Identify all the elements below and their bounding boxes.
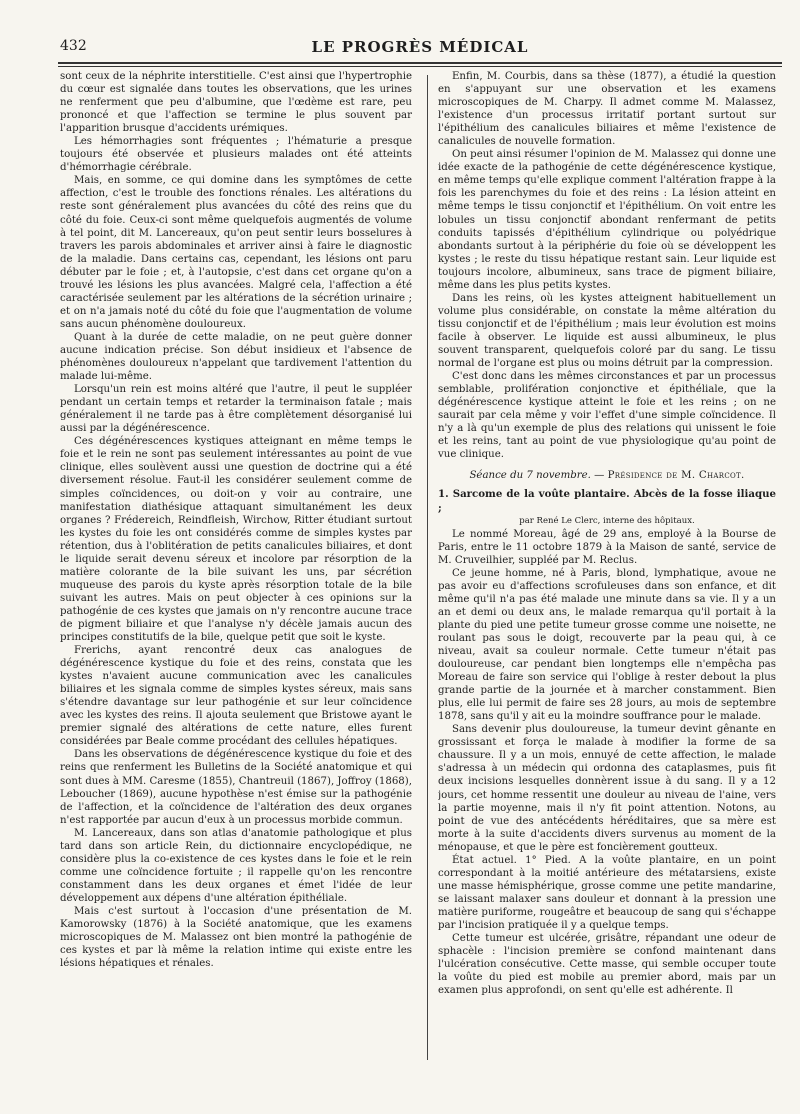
paragraph: Mais c'est surtout à l'occasion d'une présentation de M. Kamorowsky (1876) à la Société anatomique, que les examens microscopiques de M. Malassez ont bien montré la pathogénie de ces kystes et par là même la relation intime qui existe entre les lésions hépatiques et rénales.: [60, 906, 412, 970]
right-column: [438, 70, 776, 1100]
article-body: [438, 528, 776, 998]
paragraph: Cette tumeur est ulcérée, grisâtre, répandant une odeur de sphacèle : l'incision première se confond maintenant dans l'ulcération consécutive. Cette masse, qui semble occuper toute la voûte du pied est mobile au premier abord, mais par un examen plus approfondi, on sent qu'elle est adhérente. Il: [438, 933, 776, 997]
paragraph: Lorsqu'un rein est moins altéré que l'autre, il peut le suppléer pendant un certain temps et retarder la terminaison fatale ; mais généralement il ne tarde pas à être complètement désorganisé lui aussi par la dégénérescence.: [60, 384, 412, 435]
seance-presidence: Présidence de M. Charcot.: [607, 470, 745, 482]
paragraph: État actuel. 1° Pied. A la voûte plantaire, en un point correspondant à la moitié antérieure des métatarsiens, existe une masse hémisphérique, grosse comme une petite mandarine, se laissant malaxer sans douleur et donnant à la pression une matière puriforme, rougeâtre et beaucoup de sang qui s'échappe par l'incision pratiquée il y a quelque temps.: [438, 854, 776, 931]
paragraph: Enfin, M. Courbis, dans sa thèse (1877), a étudié la question en s'appuyant sur une observation et les examens microscopiques de M. Charpy. Il admet comme M. Malassez, l'existence d'un processus irritatif portant surtout sur l'épithélium des canalicules biliaires et même l'existence de canalicules de nouvelle formation.: [438, 71, 776, 148]
paragraph: Sans devenir plus douloureuse, la tumeur devint gênante en grossissant et força le malade à modifier la forme de sa chaussure. Il y a un mois, ennuyé de cette affection, le malade s'adressa à un médecin qui ordonna des cataplasmes, puis fit deux incisions lesquelles donnèrent issue à du sang. Il y a 12 jours, cet homme ressentit une douleur au niveau de l'aine, vers la partie moyenne, mais il n'y fit point attention. Notons, au point de vue des antécédents héréditaires, que sa mère est morte à la suite d'accidents divers survenus au moment de la ménopause, et que le père est foncièrement goutteux.: [438, 724, 776, 853]
seance-date: Séance du 7 novembre.: [469, 470, 591, 482]
seance-dash: —: [590, 470, 608, 482]
paragraph: C'est donc dans les mêmes circonstances et par un processus semblable, prolifération conjonctive et épithéliale, que la dégénérescence kystique atteint le foie et les reins ; on ne saurait par cela même y voir l'effet d'une simple coïncidence. Il n'y a là qu'un exemple de plus des relations qui unissent le foie et les reins, tant au point de vue physiologique qu'au point de vue clinique.: [438, 371, 776, 461]
paragraph: Mais, en somme, ce qui domine dans les symptômes de cette affection, c'est le trouble des fonctions rénales. Les altérations du reste sont généralement plus avancées du côté des reins que du côté du foie. Ceux-ci sont même quelquefois augmentés de volume à tel point, dit M. Lancereaux, qu'on peut sentir leurs bosselures à travers les parois abdominales et arriver ainsi à faire le diagnostic de la maladie. Dans certains cas, cependant, les lésions ont paru débuter par le foie ; et, à l'autopsie, c'est dans cet organe qu'on a trouvé les lésions les plus avancées. Malgré cela, l'affection a été caractérisée seulement par les altérations de la sécrétion urinaire ; et on n'a jamais noté du côté du foie que l'augmentation de volume sans aucun phénomène douloureux.: [60, 175, 412, 330]
seance-heading: [438, 469, 776, 482]
right-column-body: [438, 70, 776, 461]
paragraph: Les hémorrhagies sont fréquentes ; l'hématurie a presque toujours été observée et plusieurs malades ont été atteints d'hémorrhagie cérébrale.: [60, 136, 412, 174]
page-header: [60, 34, 780, 60]
paragraph: Frerichs, ayant rencontré deux cas analogues de dégénérescence kystique du foie et des reins, constata que les kystes n'avaient aucune communication avec les canalicules biliaires et les signala comme de simples kystes séreux, mais sans s'étendre davantage sur leur pathogénie et sur leur coïncidence avec les kystes des reins. Il ajouta seulement que Bristowe ayant le premier signalé des altérations de cette nature, elles furent considérées par Beale comme procédant des cellules hépatiques.: [60, 645, 412, 748]
running-title: LE PROGRÈS MÉDICAL: [311, 38, 529, 56]
article-byline: par René Le Clerc, interne des hôpitaux.: [519, 515, 695, 526]
header-rule: [58, 62, 782, 67]
paragraph: Dans les observations de dégénérescence kystique du foie et des reins que renferment les Bulletins de la Société anatomique et qui sont dues à MM. Caresme (1855), Chantreuil (1867), Joffroy (1868), Leboucher (1869), aucune hypothèse n'est émise sur la pathogénie de l'affection, et la coïncidence de l'altération des deux organes n'est rapportée par aucun d'eux à un processus morbide commun.: [60, 749, 412, 826]
paragraph: Le nommé Moreau, âgé de 29 ans, employé à la Bourse de Paris, entre le 11 octobre 1879 à la Maison de santé, service de M. Cruveilhier, suppléé par M. Reclus.: [438, 528, 776, 566]
paragraph: Ce jeune homme, né à Paris, blond, lymphatique, avoue ne pas avoir eu d'affections scrofuleuses dans son enfance, et dit même qu'il n'a pas été malade une minute dans sa vie. Il y a un an et demi ou deux ans, le malade remarqua qu'il portait à la plante du pied une petite tumeur grosse comme une noisette, ne roulant pas sous le doigt, recouverte par la peau qui, à ce niveau, avait sa couleur normale. Cette tumeur n'était pas douloureuse, car pendant bien longtemps elle n'empêcha pas Moreau de faire son service qui l'oblige à rester debout la plus grande partie de la journée et à marcher constamment. Bien plus, elle lui permit de faire ses 28 jours, au mois de septembre 1878, sans qu'il y ait eu la moindre souffrance pour le malade.: [438, 567, 776, 723]
paragraph: Dans les reins, où les kystes atteignent habituellement un volume plus considérable, on constate la même altération du tissu conjonctif et de l'épithélium ; mais leur évolution est moins facile à observer. Le liquide est aussi albumineux, le plus souvent transparent, quelquefois coloré par du sang. Le tissu normal de l'organe est plus ou moins détruit par la compression.: [438, 292, 776, 370]
article-title: 1. Sarcome de la voûte plantaire. Abcès de la fosse iliaque ;: [438, 488, 776, 514]
left-column: [60, 70, 412, 1100]
page-number: 432: [60, 38, 87, 54]
paragraph: Quant à la durée de cette maladie, on ne peut guère donner aucune indication précise. Son début insidieux et l'absence de phénomènes douloureux n'appelant que tardivement l'attention du malade lui-même.: [60, 331, 412, 383]
paragraph: Ces dégénérescences kystiques atteignant en même temps le foie et le rein ne sont pas seulement intéressantes au point de vue clinique, elles soulèvent aussi une question de doctrine qui a été diversement résolue. Faut-il les considérer seulement comme de simples coïncidences, ou doit-on y voir au contraire, une manifestation diathésique attaquant simultanément les deux organes ? Frédereich, Reindfleish, Wirchow, Ritter étudiant surtout les kystes du foie les ont considérés comme de simples kystes par rétention, dus à l'oblitération de petits canalicules biliaires, et dont le liquide serait devenu séreux et incolore par résorption de la matière colorante de la bile suivant les uns, par sécrétion muqueuse des parois du kyste après résorption totale de la bile suivant les autres. Mais on peut objecter à ces opinions sur la pathogénie de ces kystes que jamais on n'y rencontre aucune trace de pigment biliaire et que l'analyse n'y décèle jamais aucun des principes constitutifs de la bile, quelque petit que soit le kyste.: [60, 436, 412, 644]
column-divider: [427, 75, 428, 1060]
paragraph: sont ceux de la néphrite interstitielle. C'est ainsi que l'hypertrophie du cœur est signalée dans toutes les observations, que les urines ne renferment que peu d'albumine, que l'œdème est rare, peu prononcé et que l'affection se termine le plus souvent par l'apparition brusque d'accidents urémiques.: [60, 71, 412, 135]
paragraph: On peut ainsi résumer l'opinion de M. Malassez qui donne une idée exacte de la pathogénie de cette dégénérescence kystique, en même temps qu'elle explique comment l'altération frappe à la fois les parenchymes du foie et des reins : La lésion atteint en même temps le tissu conjonctif et l'épithélium. On voit entre les lobules un tissu conjonctif abondant renfermant de petits conduits tapissés d'épithélium cylindrique ou polyédrique abondants surtout à la périphérie du foie où se développent les kystes ; le reste du tissu hépatique restant sain. Leur liquide est toujours incolore, albumineux, sans trace de pigment biliaire, même dans les plus petits kystes.: [438, 149, 776, 291]
paragraph: M. Lancereaux, dans son atlas d'anatomie pathologique et plus tard dans son article Rein, du dictionnaire encyclopédique, ne considère plus la co-existence de ces kystes dans le foie et le rein comme une coïncidence fortuite ; il rappelle qu'on les rencontre constamment dans les deux organes et émet l'idée de leur développement aux dépens d'une altération épithéliale.: [60, 827, 412, 904]
